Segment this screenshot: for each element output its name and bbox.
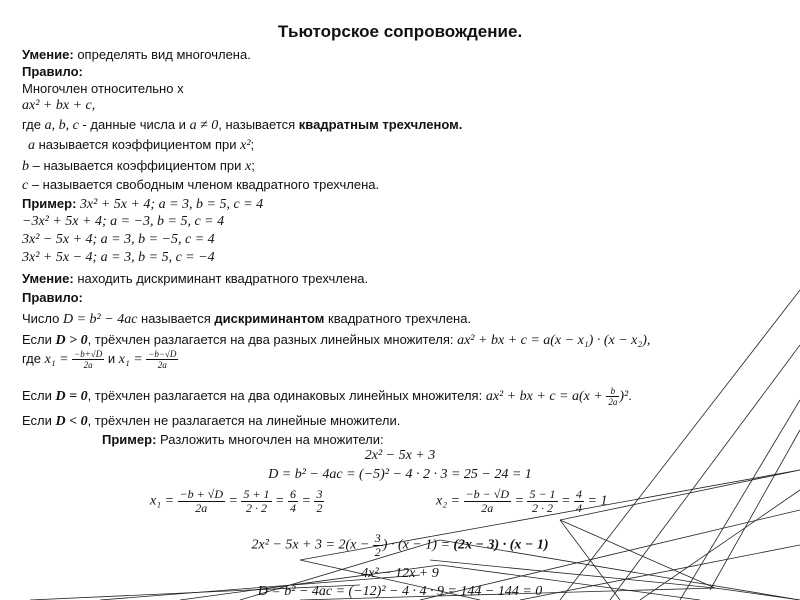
example-1-label: Пример: [22,196,77,211]
disc-def-mid: называется [137,311,215,326]
skill-1-text: определять вид многочлена. [73,47,251,62]
disc-pos-cond: D > 0 [55,333,88,348]
example-poly-1: 2x² − 5x + 3 [364,448,436,463]
x1-frac-4 [314,488,324,515]
disc-def-line [22,310,471,328]
coef-a-pow: x² [240,138,251,153]
disc-zero-text: , трёхчлен разлагается на два одинаковых линейных множителя: [87,387,486,403]
root-x2-num: −b−√D [148,349,177,359]
x1-frac-1-den: 2a [195,501,208,515]
x1-frac-2 [241,488,271,515]
example-1-item-2: 3x² − 5x + 4; a = 3, b = −5, c = 4 [22,232,215,247]
example-2-label: Пример: [102,432,157,447]
where-bold: квадратным трехчленом. [298,117,463,132]
root-x1-lhs: x₁ = [44,351,73,367]
factor-frac-num: 3 [374,531,381,545]
factor-close: ) [382,537,388,553]
x1-frac-1-num: −b + √D [179,487,223,501]
disc-zero-cond: D = 0 [55,388,88,404]
coef-b-line [22,157,255,175]
disc-pos-formula: ax² + bx + c = a(x − x₁) · (x − x₂), [457,333,651,348]
x1-frac-2-num: 5 + 1 [243,487,270,501]
rule-1-line1: Многочлен относительно x [22,81,184,96]
x2-lhs: x₂ = [436,493,464,509]
skill-2-line [22,270,368,287]
factor-frac [373,532,383,559]
factor-bold: (2x − 3) · (x − 1) [453,537,549,553]
root-x1-fraction [72,349,104,370]
rule-1-label: Правило: [22,64,83,79]
where-cond: a ≠ 0 [189,118,219,133]
coef-a-line [28,136,254,154]
x1-computation: x₁ = $\frac{-b + √D}{2a}$ = $\frac{5 + 1}{2 \cdot 2}$ = $\frac{6}{4}$ = $\frac{3}{2}$ [150,487,323,515]
where-suffix: , называется [218,117,299,132]
disc-neg-text: , трёхчлен не разлагается на линейные множители. [87,413,401,428]
x2-frac-2-num: 5 − 1 [529,487,556,501]
x2-frac-2-den: 2 · 2 [531,501,553,515]
disc-def-bold: дискриминантом [214,311,325,326]
example-1-item-1: −3x² + 5x + 4; a = −3, b = 5, c = 4 [22,214,225,229]
x1-frac-3-num: 6 [290,487,296,501]
coef-c-var: c [22,178,29,193]
page-title: Тьюторское сопровождение. [277,22,523,41]
x2-end: = 1 [584,493,608,509]
coef-b-end: ; [251,158,255,173]
x2-computation: x₂ = $\frac{-b - √D}{2a}$ = $\frac{5 - 1}{2 \cdot 2}$ = $\frac{4}{4}$ = 1 [436,487,608,515]
disc-neg-cond: D < 0 [55,414,88,429]
coef-b-text: – называется коэффициентом при [29,158,245,173]
coef-a-text: называется коэффициентом при [35,137,241,152]
skill-2-text: находить дискриминант квадратного трехчлена. [73,271,369,286]
coef-a-var: a [28,138,35,153]
disc-pos-line [22,331,650,349]
coef-a-end: ; [250,137,255,152]
x2-frac-1-den: 2a [481,501,494,515]
example-1-line [22,195,263,213]
skill-1-label: Умение: [22,47,74,62]
factor-open: (x − [345,537,373,553]
disc-zero-prefix: Если [22,387,56,403]
x2-frac-1 [464,488,511,515]
disc-zero-open: (x + [579,388,607,404]
skill-1-line [22,46,251,63]
x1-frac-4-den: 2 [316,501,323,515]
where-vars: a, b, c [44,118,79,133]
disc-neg-line [22,412,400,430]
root-x1-num: −b+√D [74,349,103,359]
where-mid: - данные числа и [78,117,190,132]
skill-2-label: Умение: [22,271,74,286]
where-prefix: где [22,117,45,132]
factor-frac-den: 2 [374,545,381,559]
example-disc-2: D = b² − 4ac = (−12)² − 4 · 4 · 9 = 144 − 144 = 0 [257,584,543,599]
disc-def-prefix: Число [22,311,63,326]
disc-zero-close: )² [619,388,629,404]
roots-and: и [104,350,119,366]
disc-neg-prefix: Если [22,413,56,428]
disc-zero-end: . [628,387,632,403]
disc-pos-prefix: Если [22,332,56,347]
example-poly-2: 4x² − 12x + 9 [361,566,439,581]
root-x2-den: 2a [157,360,167,370]
x1-frac-2-den: 2 · 2 [245,501,267,515]
x2-frac-2 [527,488,557,515]
x2-frac-3-den: 4 [576,501,582,515]
roots-line [22,349,178,370]
example-disc-1: D = b² − 4ac = (−5)² − 4 · 2 · 3 = 25 − 24 = 1 [268,467,532,482]
example-1-item-3: 3x² + 5x − 4; a = 3, b = 5, c = −4 [22,250,215,265]
coef-b-var: b [22,159,29,174]
x1-lhs: x₁ = [150,493,178,509]
x2-frac-3 [574,488,584,515]
disc-zero-line [22,386,632,407]
roots-where: где [22,350,45,366]
root-x2-fraction [146,349,178,370]
factor-lhs: 2x² − 5x + 3 = 2 [251,537,346,553]
disc-zero-den: 2a [608,397,618,407]
disc-def-formula: D = b² − 4ac [63,312,138,327]
coef-c-line [22,176,379,194]
disc-def-suffix: квадратного трехчлена. [324,311,472,326]
where-line [22,116,462,134]
x1-frac-3-den: 4 [290,501,296,515]
root-x2-lhs: x₁ = [118,351,147,367]
factor-rest: · (x − 1) = [387,537,454,553]
disc-zero-formula: ax² + bx + c = a [485,388,579,404]
x1-frac-3 [288,488,298,515]
disc-zero-fraction [606,386,619,407]
x1-frac-1 [178,488,225,515]
coef-b-pow: x [244,159,252,174]
coef-c-text: – называется свободным членом квадратного трехчлена. [28,177,380,192]
x2-frac-1-num: −b − √D [465,487,509,501]
root-x1-den: 2a [83,360,93,370]
factorization-line [0,532,800,559]
x2-frac-3-num: 4 [576,487,582,501]
poly-general: ax² + bx + c, [22,98,96,113]
disc-pos-text: , трёхчлен разлагается на два разных линейных множителя: [87,332,458,347]
example-1-item-0: 3x² + 5x + 4; a = 3, b = 5, c = 4 [76,197,264,212]
example-2-text: Разложить многочлен на множители: [156,432,384,447]
example-2-line [102,431,384,448]
disc-zero-num: b [606,386,619,397]
x1-frac-4-num: 3 [316,487,323,501]
rule-2-label: Правило: [22,290,83,305]
